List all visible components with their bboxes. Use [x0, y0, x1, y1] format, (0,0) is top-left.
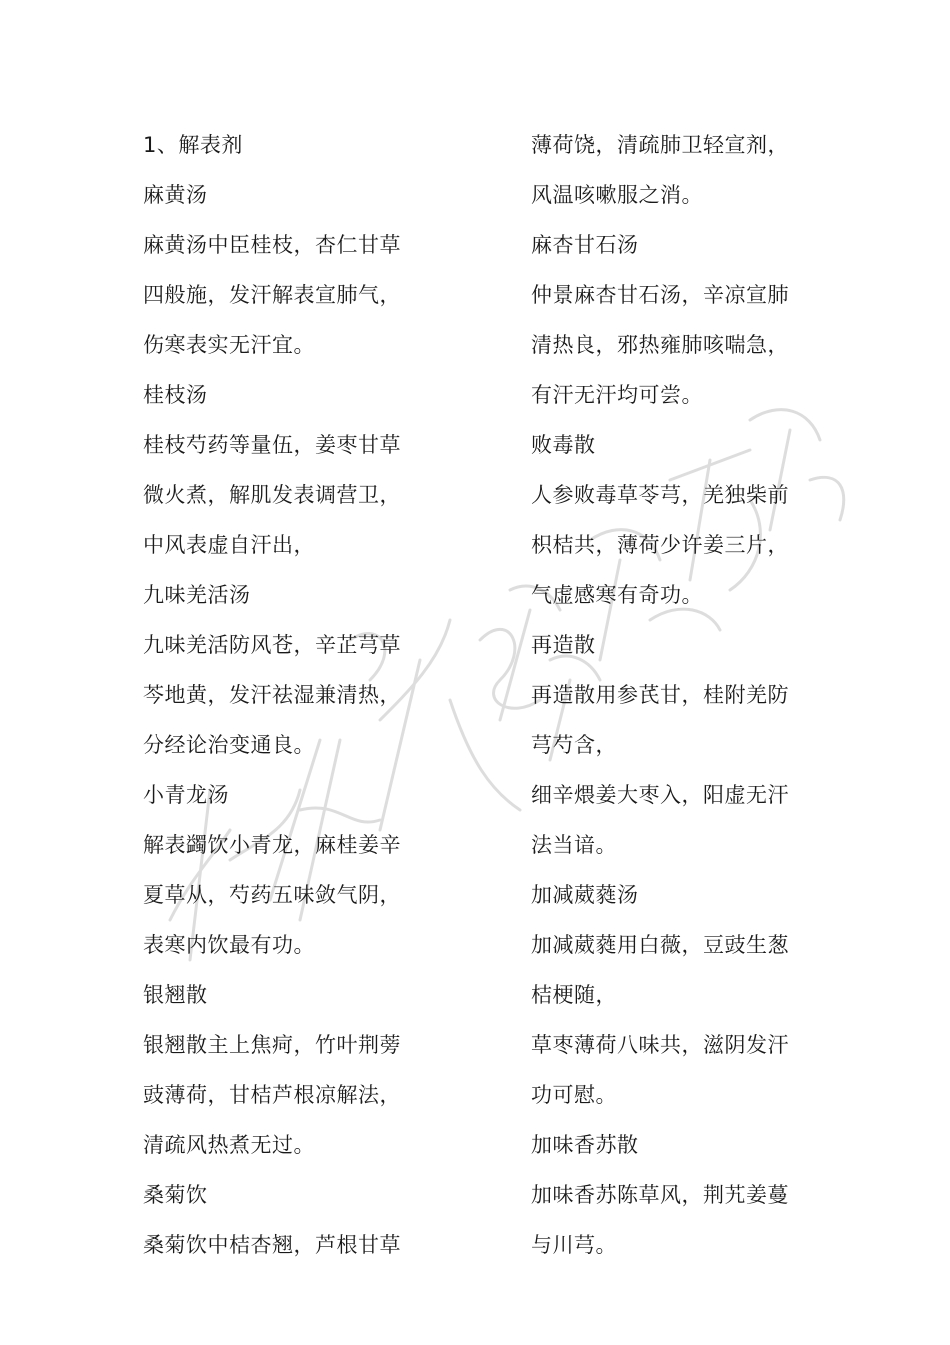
verse-line: 中风表虚自汗出， — [143, 533, 315, 557]
verse-line: 四般施，发汗解表宣肺气， — [143, 283, 401, 307]
verse-line: 法当谙。 — [531, 833, 617, 857]
verse-line: 微火煮，解肌发表调营卫， — [143, 483, 401, 507]
verse-line: 桂枝芍药等量伍，姜枣甘草 — [143, 433, 401, 457]
verse-line: 功可慰。 — [531, 1083, 617, 1107]
verse-line: 与川芎。 — [531, 1233, 617, 1257]
verse-line: 仲景麻杏甘石汤，辛凉宣肺 — [531, 283, 789, 307]
verse-line: 细辛煨姜大枣入，阳虚无汗 — [531, 783, 789, 807]
verse-line: 人参败毒草苓芎，羌独柴前 — [531, 483, 789, 507]
verse-line: 九味羌活防风苍，辛芷芎草 — [143, 633, 401, 657]
verse-line: 夏草从，芍药五味敛气阴， — [143, 883, 401, 907]
verse-line: 加味香苏陈草风，荆艽姜蔓 — [531, 1183, 789, 1207]
verse-line: 银翘散主上焦疴，竹叶荆蒡 — [143, 1033, 401, 1057]
verse-line: 薄荷饶，清疏肺卫轻宣剂， — [531, 133, 789, 157]
verse-line: 桑菊饮中桔杏翘，芦根甘草 — [143, 1233, 401, 1257]
formula-title: 九味羌活汤 — [143, 583, 251, 607]
verse-line: 清热良，邪热雍肺咳喘急， — [531, 333, 789, 357]
verse-line: 分经论治变通良。 — [143, 733, 315, 757]
formula-title: 桂枝汤 — [143, 383, 208, 407]
right-column — [531, 127, 831, 1277]
verse-line: 清疏风热煮无过。 — [143, 1133, 315, 1157]
formula-title: 银翘散 — [143, 983, 208, 1007]
formula-title: 败毒散 — [531, 433, 596, 457]
verse-line: 草枣薄荷八味共，滋阴发汗 — [531, 1033, 789, 1057]
verse-line: 再造散用参芪甘，桂附羌防 — [531, 683, 789, 707]
verse-line: 芎芍含， — [531, 733, 617, 757]
section-heading: 1、解表剂 — [143, 133, 243, 157]
verse-line: 桔梗随， — [531, 983, 617, 1007]
verse-line: 风温咳嗽服之消。 — [531, 183, 703, 207]
verse-line: 伤寒表实无汗宜。 — [143, 333, 315, 357]
verse-line: 加减葳蕤用白薇，豆豉生葱 — [531, 933, 789, 957]
verse-line: 有汗无汗均可尝。 — [531, 383, 703, 407]
verse-line: 气虚感寒有奇功。 — [531, 583, 703, 607]
verse-line: 表寒内饮最有功。 — [143, 933, 315, 957]
formula-title: 加减葳蕤汤 — [531, 883, 639, 907]
left-column — [143, 127, 443, 1277]
verse-line: 解表蠲饮小青龙，麻桂姜辛 — [143, 833, 401, 857]
verse-line: 豉薄荷，甘桔芦根凉解法， — [143, 1083, 401, 1107]
formula-title: 小青龙汤 — [143, 783, 229, 807]
formula-title: 麻杏甘石汤 — [531, 233, 639, 257]
formula-title: 桑菊饮 — [143, 1183, 208, 1207]
verse-line: 芩地黄，发汗祛湿兼清热， — [143, 683, 401, 707]
formula-title: 麻黄汤 — [143, 183, 208, 207]
verse-line: 枳桔共，薄荷少许姜三片， — [531, 533, 789, 557]
formula-title: 加味香苏散 — [531, 1133, 639, 1157]
verse-line: 麻黄汤中臣桂枝，杏仁甘草 — [143, 233, 401, 257]
formula-title: 再造散 — [531, 633, 596, 657]
